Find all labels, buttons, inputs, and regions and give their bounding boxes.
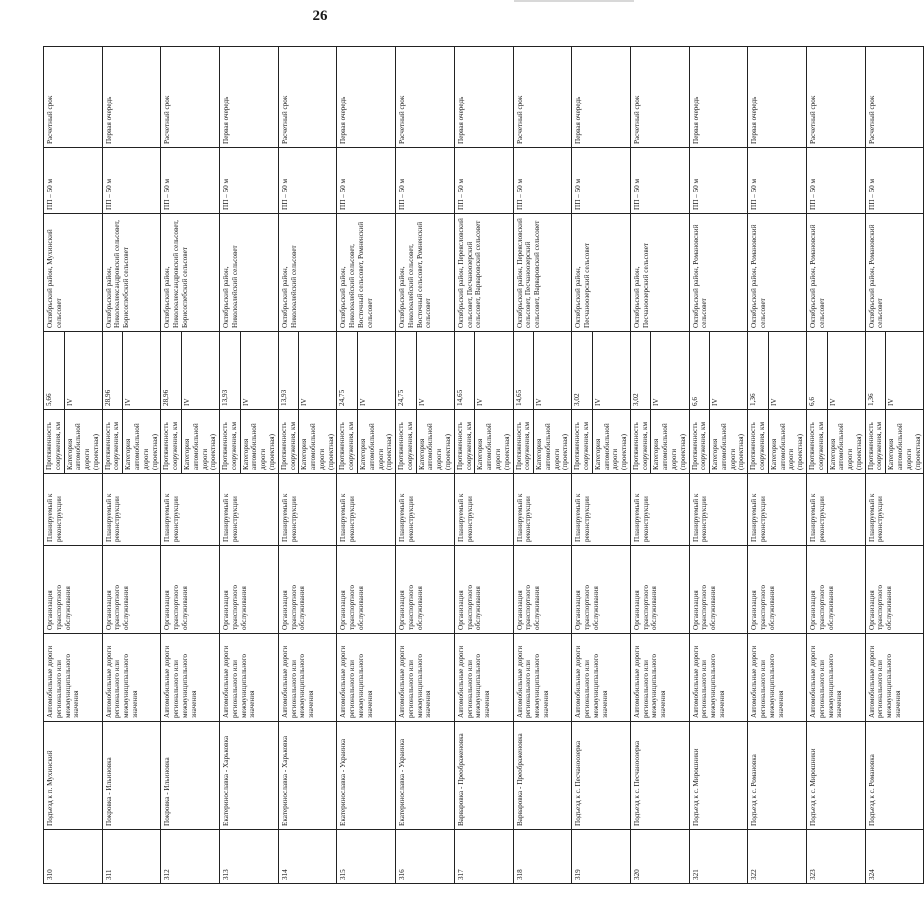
object-location: Октябрьский район, Переясловский сельсовет, Песчаноозерский сельсовет, Варваровский сельсовет [454,214,513,332]
implementation-term: Расчетный срок [161,47,220,148]
protection-zone: ПП – 50 м [572,148,631,214]
object-category: Автомобильные дороги регионального или межмуниципального значения [220,634,279,722]
characteristic-label: Категория автомобильной дороги (проектная) [123,409,160,473]
implementation-term: Расчетный срок [630,47,689,148]
table-row [220,47,279,884]
implementation-term: Первая очередь [102,47,161,148]
characteristic-row [769,332,806,473]
characteristic-row [807,332,828,473]
implementation-term: Расчетный срок [396,47,455,148]
object-location: Октябрьский район, Романовский сельсовет [865,214,924,332]
object-characteristics [220,332,279,474]
object-location: Октябрьский район, Николоалейский сельсовет [278,214,337,332]
protection-zone: ПП – 50 м [278,148,337,214]
object-status: Планируемый к реконструкции [337,474,396,546]
implementation-term: Расчетный срок [44,47,103,148]
characteristic-value: IV [417,398,426,406]
protection-zone: ПП – 50 м [220,148,279,214]
characteristic-label: Протяженность сооружения, км [572,409,592,473]
characteristic-value: IV [828,398,837,406]
object-purpose: Организация транспортного обслуживания [161,546,220,634]
object-status: Планируемый к реконструкции [278,474,337,546]
object-name: Екатеринославка - Харьковка [278,722,337,830]
object-characteristics [630,332,689,474]
characteristic-row [748,332,769,473]
row-number: 317 [454,830,513,884]
object-category: Автомобильные дороги регионального или межмуниципального значения [865,634,924,722]
characteristic-row [828,332,865,473]
characteristic-value: IV [359,398,367,406]
row-number: 315 [337,830,396,884]
protection-zone: ПП – 50 м [44,148,103,214]
object-status: Планируемый к реконструкции [513,474,572,546]
characteristic-row [337,332,358,473]
characteristic-label: Категория автомобильной дороги (проектная) [534,409,571,473]
protection-zone: ПП – 50 м [689,148,748,214]
protection-zone: ПП – 50 м [102,148,161,214]
table-row [161,47,220,884]
object-location: Октябрьский район, Николоалейский сельсовет, Восточный сельсовет, Ромненский сельсовет [396,214,455,332]
object-name: Подъезд к с. Мирошники [806,722,865,830]
object-purpose: Организация транспортного обслуживания [396,546,455,634]
characteristic-label: Категория автомобильной дороги (проектная) [769,409,806,473]
characteristic-value: IV [652,398,661,406]
characteristic-row [886,332,923,473]
row-number: 321 [689,830,748,884]
object-location: Октябрьский район, Романовский сельсовет [748,214,807,332]
object-category: Автомобильные дороги регионального или межмуниципального значения [806,634,865,722]
characteristic-label: Протяженность сооружения, км [220,409,240,473]
object-status: Планируемый к реконструкции [630,474,689,546]
object-name: Екатеринославка - Украинка [337,722,396,830]
table-body [44,47,924,884]
characteristic-value: 3,02 [631,393,640,406]
characteristic-row [161,332,182,473]
table-row [689,47,748,884]
row-number: 320 [630,830,689,884]
row-number: 324 [865,830,924,884]
characteristic-label: Категория автомобильной дороги (проектная) [299,409,336,473]
object-status: Планируемый к реконструкции [161,474,220,546]
characteristic-label: Категория автомобильной дороги (проектная) [710,409,747,473]
implementation-term: Первая очередь [337,47,396,148]
object-status: Планируемый к реконструкции [689,474,748,546]
object-name: Подъезд к с. Песчаноозерка [630,722,689,830]
characteristic-value: IV [887,398,896,406]
object-status: Планируемый к реконструкции [748,474,807,546]
implementation-term: Первая очередь [220,47,279,148]
characteristic-label: Категория автомобильной дороги (проектная) [417,409,454,473]
protection-zone: ПП – 50 м [513,148,572,214]
implementation-term: Расчетный срок [806,47,865,148]
row-number: 319 [572,830,631,884]
object-purpose: Организация транспортного обслуживания [337,546,396,634]
object-category: Автомобильные дороги регионального или межмуниципального значения [102,634,161,722]
object-purpose: Организация транспортного обслуживания [454,546,513,634]
characteristic-value: 14,65 [514,389,523,406]
characteristic-value: 1,36 [866,393,875,406]
implementation-term: Первая очередь [572,47,631,148]
characteristic-label: Протяженность сооружения, км [396,409,416,473]
object-status: Планируемый к реконструкции [806,474,865,546]
object-category: Автомобильные дороги регионального или межмуниципального значения [161,634,220,722]
object-status: Планируемый к реконструкции [396,474,455,546]
characteristic-row [475,332,512,473]
characteristic-row [690,332,711,473]
characteristic-row [241,332,278,473]
object-category: Автомобильные дороги регионального или межмуниципального значения [337,634,396,722]
object-location: Октябрьский район, Мухинский сельсовет [44,214,103,332]
table-row [278,47,337,884]
row-number: 313 [220,830,279,884]
object-status: Планируемый к реконструкции [44,474,103,546]
rotated-table-container [43,47,922,884]
object-category: Автомобильные дороги регионального или межмуниципального значения [630,634,689,722]
characteristic-row [710,332,747,473]
scan-edge-mark [514,0,634,2]
object-category: Автомобильные дороги регионального или межмуниципального значения [454,634,513,722]
objects-table [43,46,924,884]
object-characteristics [513,332,572,474]
object-category: Автомобильные дороги регионального или межмуниципального значения [513,634,572,722]
object-name: Варваровка - Преображеновка [454,722,513,830]
characteristic-label: Категория автомобильной дороги (проектная) [886,409,923,473]
characteristic-value: 28,96 [162,389,171,406]
characteristic-value: IV [65,398,74,406]
row-number: 323 [806,830,865,884]
object-purpose: Организация транспортного обслуживания [44,546,103,634]
object-characteristics [865,332,924,474]
characteristic-label: Категория автомобильной дороги (проектная) [65,409,102,473]
protection-zone: ПП – 50 м [865,148,924,214]
object-characteristics [748,332,807,474]
object-purpose: Организация транспортного обслуживания [572,546,631,634]
characteristic-label: Протяженность сооружения, км [807,409,827,473]
table-row [337,47,396,884]
characteristic-row [866,332,887,473]
object-location: Октябрьский район, Романовский сельсовет [806,214,865,332]
object-category: Автомобильные дороги регионального или межмуниципального значения [572,634,631,722]
characteristic-value: 5,66 [45,393,53,406]
implementation-term: Первая очередь [689,47,748,148]
row-number: 312 [161,830,220,884]
object-purpose: Организация транспортного обслуживания [513,546,572,634]
object-location: Октябрьский район, Песчаноозерский сельсовет [572,214,631,332]
characteristic-value: 24,75 [397,389,406,406]
characteristic-label: Категория автомобильной дороги (проектная) [182,409,219,473]
object-characteristics [396,332,455,474]
characteristic-row [455,332,476,473]
table-row [102,47,161,884]
characteristic-value: IV [476,398,485,406]
characteristic-label: Категория автомобильной дороги (проектная) [358,409,395,473]
characteristic-label: Протяженность сооружения, км [161,409,181,473]
characteristic-label: Протяженность сооружения, км [337,409,357,473]
object-purpose: Организация транспортного обслуживания [806,546,865,634]
characteristic-value: 24,75 [338,389,347,406]
characteristic-label: Протяженность сооружения, км [748,409,768,473]
object-name: Подъезд к с. Песчаноозерка [572,722,631,830]
object-category: Автомобильные дороги регионального или межмуниципального значения [44,634,103,722]
object-location: Октябрьский район, Николоалейский сельсовет, Восточный сельсовет, Ромненский сельсовет [337,214,396,332]
characteristic-label: Категория автомобильной дороги (проектная) [475,409,512,473]
characteristic-value: IV [124,398,133,406]
characteristic-row [572,332,593,473]
object-characteristics [337,332,396,474]
row-number: 316 [396,830,455,884]
object-location: Октябрьский район, Николоалександровский сельсовет, Борисоглебский сельсовет [102,214,161,332]
object-name: Покровка - Ильиновка [161,722,220,830]
object-category: Автомобильные дороги регионального или межмуниципального значения [396,634,455,722]
object-status: Планируемый к реконструкции [220,474,279,546]
object-characteristics [454,332,513,474]
object-purpose: Организация транспортного обслуживания [220,546,279,634]
object-location: Октябрьский район, Николоалександровский сельсовет, Борисоглебский сельсовет [161,214,220,332]
characteristic-value: 13,93 [221,389,230,406]
implementation-term: Расчетный срок [865,47,924,148]
characteristic-value: IV [593,398,602,406]
object-purpose: Организация транспортного обслуживания [102,546,161,634]
characteristic-row [220,332,241,473]
characteristic-value: 6,6 [807,397,816,406]
characteristic-row [123,332,160,473]
row-number: 322 [748,830,807,884]
object-name: Подъезд к с. Романовка [748,722,807,830]
object-status: Планируемый к реконструкции [865,474,924,546]
characteristic-value: IV [769,398,778,406]
characteristic-row [65,332,102,473]
characteristic-value: IV [535,398,544,406]
table-row [454,47,513,884]
protection-zone: ПП – 50 м [806,148,865,214]
object-name: Подъезд к с. Мирошники [689,722,748,830]
table-row [44,47,103,884]
characteristic-row [396,332,417,473]
characteristic-row [514,332,535,473]
characteristic-label: Протяженность сооружения, км [690,409,710,473]
implementation-term: Расчетный срок [278,47,337,148]
protection-zone: ПП – 50 м [748,148,807,214]
characteristic-row [44,332,65,473]
characteristic-label: Протяженность сооружения, км [279,409,299,473]
object-name: Покровка - Ильиновка [102,722,161,830]
object-status: Планируемый к реконструкции [454,474,513,546]
characteristic-row [651,332,688,473]
characteristic-value: IV [182,398,191,406]
characteristic-label: Категория автомобильной дороги (проектная) [651,409,688,473]
table-row [748,47,807,884]
characteristic-label: Протяженность сооружения, км [631,409,651,473]
object-purpose: Организация транспортного обслуживания [865,546,924,634]
implementation-term: Первая очередь [454,47,513,148]
object-location: Октябрьский район, Романовский сельсовет [689,214,748,332]
object-characteristics [806,332,865,474]
implementation-term: Первая очередь [748,47,807,148]
characteristic-row [279,332,300,473]
characteristic-row [593,332,630,473]
protection-zone: ПП – 50 м [454,148,513,214]
characteristic-value: IV [300,398,309,406]
object-location: Октябрьский район, Николоалейский сельсовет [220,214,279,332]
table-viewport [43,47,922,884]
characteristic-value: 28,96 [103,389,112,406]
characteristic-label: Протяженность сооружения, км [514,409,534,473]
characteristic-row [299,332,336,473]
object-characteristics [161,332,220,474]
characteristic-value: 1,36 [749,393,758,406]
characteristic-value: 3,02 [573,393,582,406]
characteristic-row [534,332,571,473]
characteristic-row [631,332,652,473]
page-number: 26 [312,8,328,24]
object-status: Планируемый к реконструкции [572,474,631,546]
object-characteristics [572,332,631,474]
protection-zone: ПП – 50 м [337,148,396,214]
row-number: 314 [278,830,337,884]
characteristic-label: Категория автомобильной дороги (проектная) [241,409,278,473]
protection-zone: ПП – 50 м [396,148,455,214]
characteristic-label: Категория автомобильной дороги (проектная) [828,409,865,473]
protection-zone: ПП – 50 м [630,148,689,214]
characteristic-value: 14,65 [455,389,464,406]
characteristic-row [103,332,124,473]
object-purpose: Организация транспортного обслуживания [278,546,337,634]
characteristic-value: IV [711,398,720,406]
object-status: Планируемый к реконструкции [102,474,161,546]
protection-zone: ПП – 50 м [161,148,220,214]
object-location: Октябрьский район, Переясловский сельсовет, Песчаноозерский сельсовет, Варваровский сельсовет [513,214,572,332]
row-number: 310 [44,830,103,884]
characteristic-row [417,332,454,473]
object-characteristics [278,332,337,474]
object-name: Екатеринославка - Украинка [396,722,455,830]
characteristic-label: Протяженность сооружения, км [455,409,475,473]
object-purpose: Организация транспортного обслуживания [630,546,689,634]
object-name: Подъезд к с. Романовка [865,722,924,830]
characteristic-row [182,332,219,473]
table-row [572,47,631,884]
table-row [396,47,455,884]
characteristic-label: Протяженность сооружения, км [103,409,123,473]
row-number: 318 [513,830,572,884]
characteristic-row [358,332,395,473]
characteristic-value: 6,6 [690,397,699,406]
object-characteristics [44,332,103,474]
characteristic-value: IV [241,398,250,406]
object-category: Автомобильные дороги регионального или межмуниципального значения [748,634,807,722]
object-characteristics [102,332,161,474]
characteristic-label: Протяженность сооружения, км [866,409,886,473]
object-category: Автомобильные дороги регионального или межмуниципального значения [689,634,748,722]
object-location: Октябрьский район, Песчаноозерский сельсовет [630,214,689,332]
table-row [865,47,924,884]
table-row [806,47,865,884]
characteristic-label: Протяженность сооружения, км [44,409,64,473]
object-purpose: Организация транспортного обслуживания [689,546,748,634]
object-name: Варваровка - Преображеновка [513,722,572,830]
row-number: 311 [102,830,161,884]
object-category: Автомобильные дороги регионального или межмуниципального значения [278,634,337,722]
object-characteristics [689,332,748,474]
characteristic-value: 13,93 [279,389,288,406]
implementation-term: Расчетный срок [513,47,572,148]
object-name: Екатеринославка - Харьковка [220,722,279,830]
table-row [630,47,689,884]
table-row [513,47,572,884]
object-purpose: Организация транспортного обслуживания [748,546,807,634]
object-name: Подъезд к п. Мухинский [44,722,103,830]
characteristic-label: Категория автомобильной дороги (проектная) [593,409,630,473]
